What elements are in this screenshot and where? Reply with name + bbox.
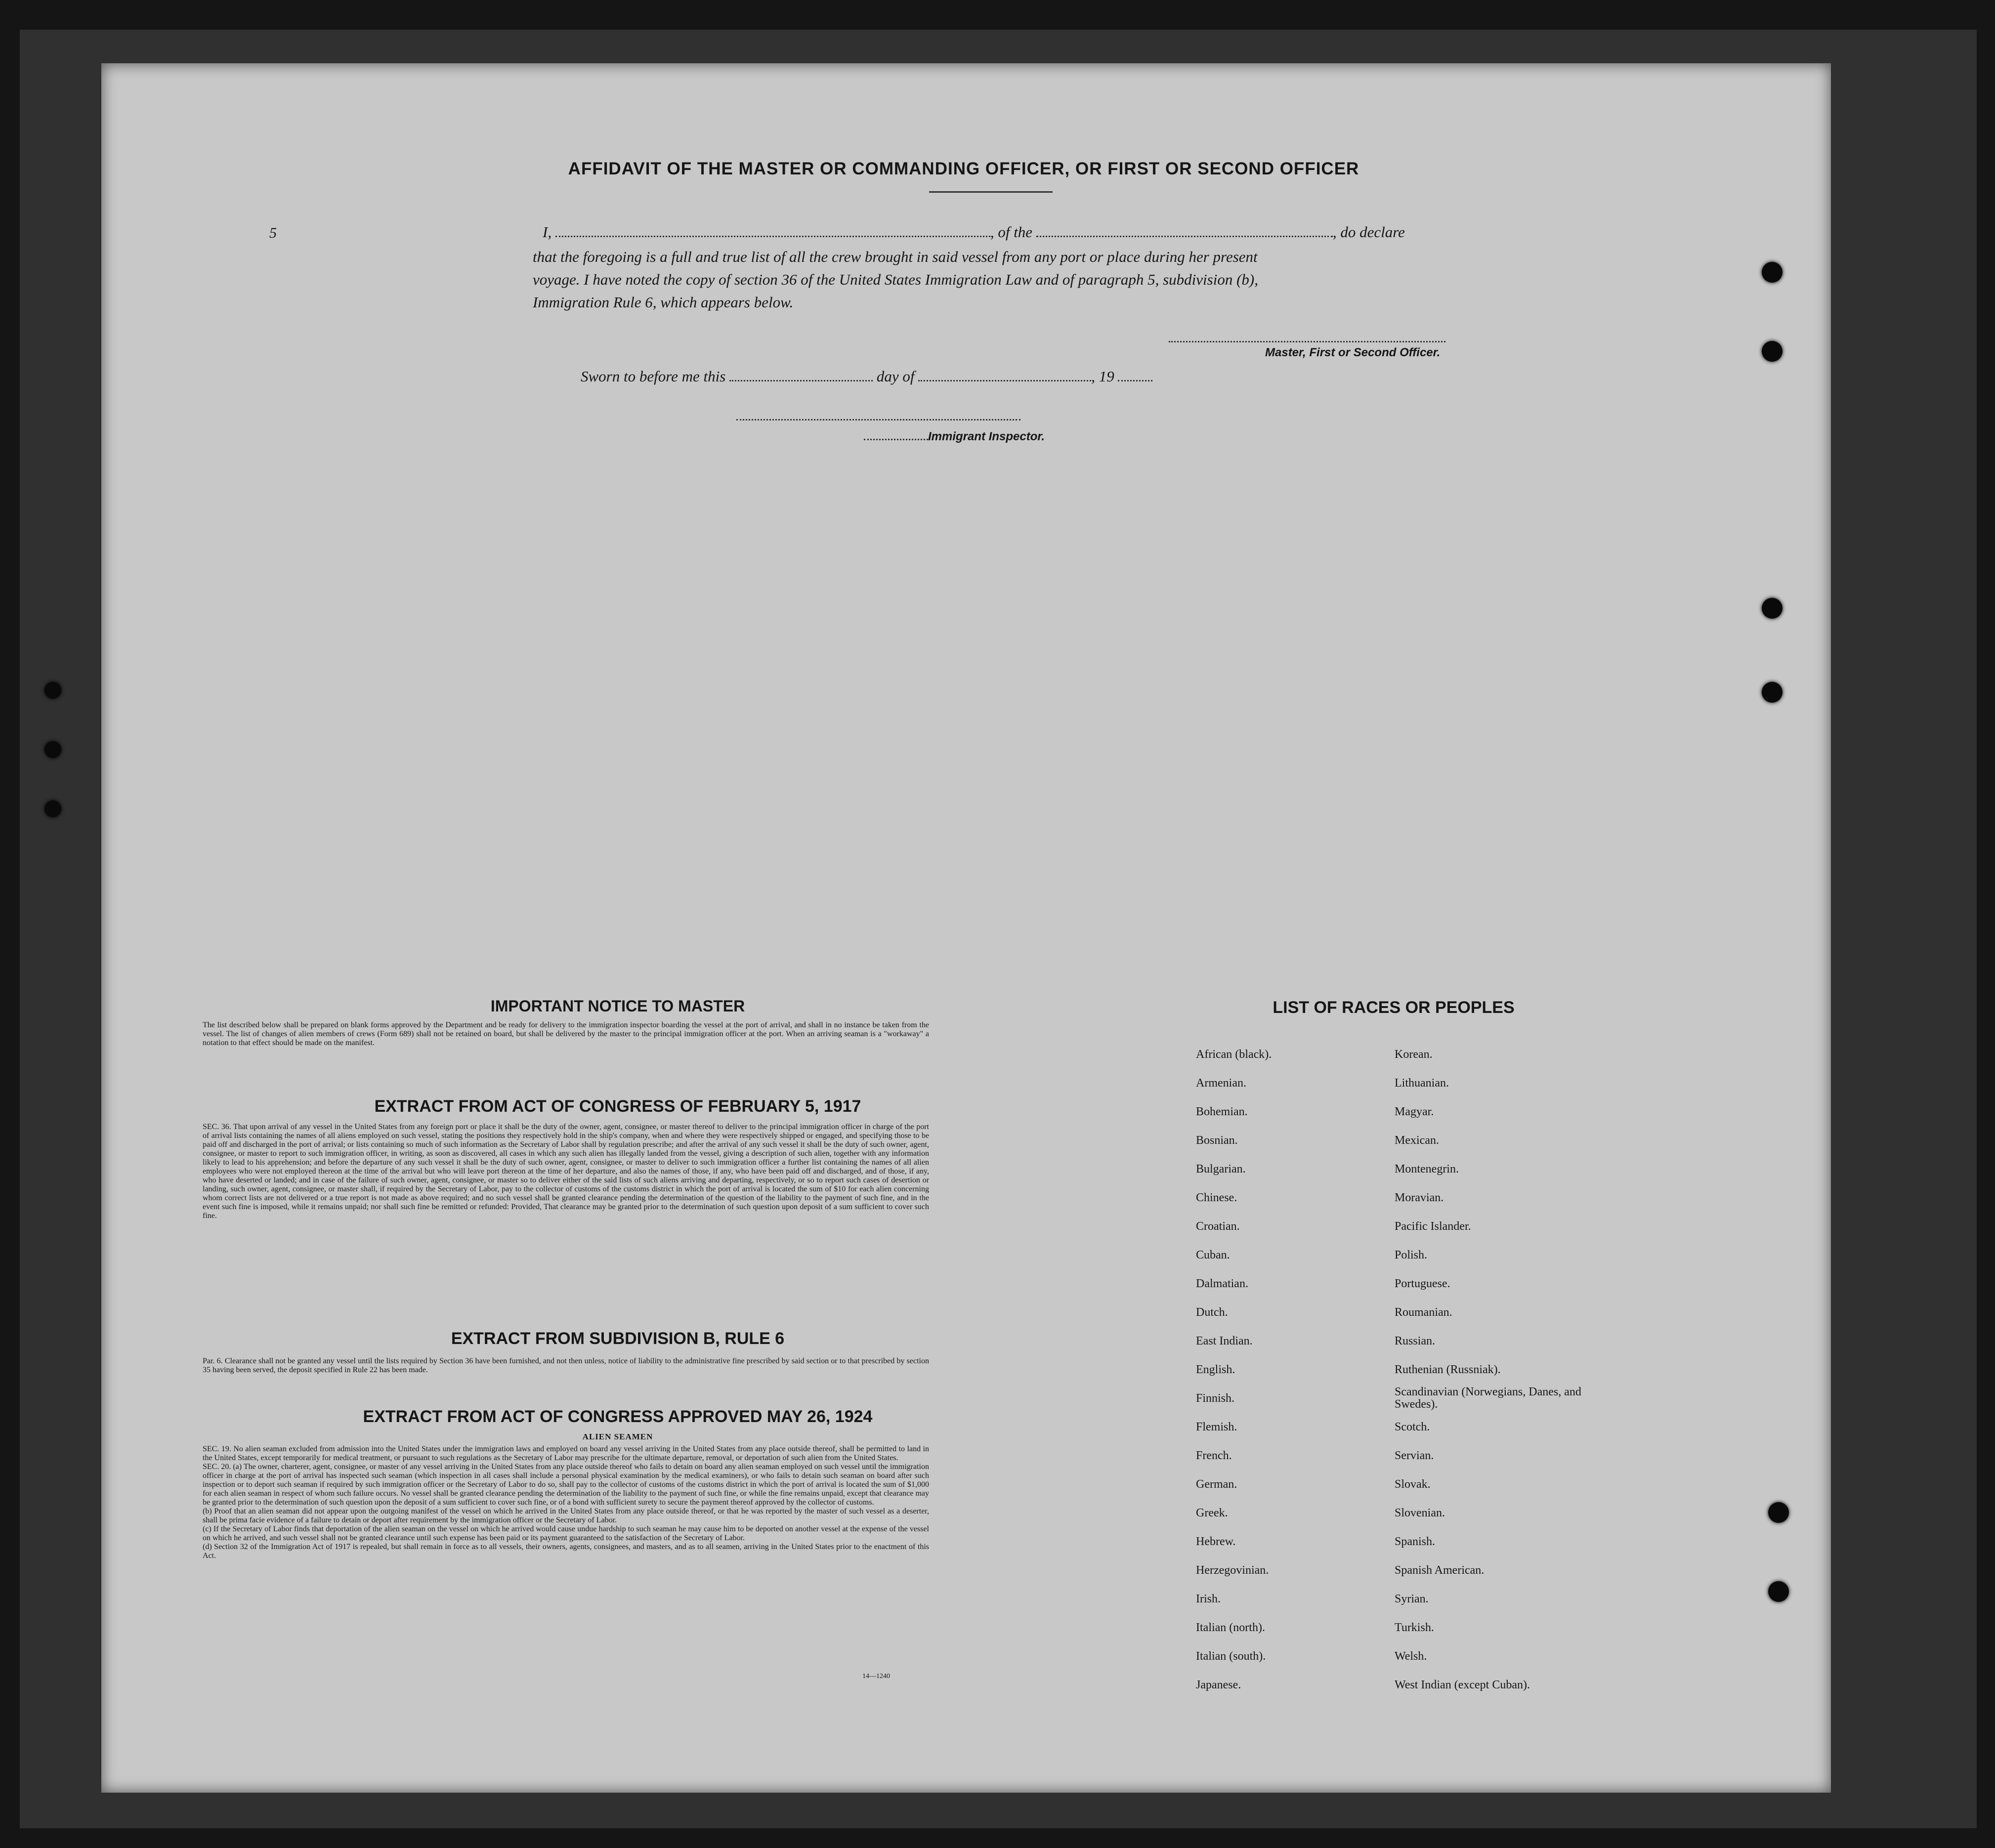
- affidavit-line-2: that the foregoing is a full and true list of all the crew brought in said vessel from any port or place during her present: [533, 248, 1258, 265]
- extract3-title: EXTRACT FROM ACT OF CONGRESS APPROVED MAY 26, 1924: [363, 1407, 873, 1426]
- race-item: Servian.: [1395, 1449, 1434, 1462]
- race-item: East Indian.: [1196, 1335, 1253, 1347]
- race-item: German.: [1196, 1478, 1237, 1491]
- notice-text: The list described below shall be prepared on blank forms approved by the Department and be ready for delivery to the immigration inspector boarding the vessel at the port of arrival, and shall in no instance be taken from the vessel. The list of changes of alien members of crews (Form 689) shall not be retained on board, but shall be delivered by the master to the principal immigration officer at the port. When an arriving seaman is a "workaway" a notation to that effect should be made on the manifest.: [203, 1021, 929, 1047]
- race-item: Slovenian.: [1395, 1507, 1445, 1519]
- race-item: Scotch.: [1395, 1421, 1430, 1433]
- extract3-sec19: SEC. 19. No alien seaman excluded from admission into the United States under the immigration laws and employed on board any vessel arriving in the United States from any place outside thereof, shall be permitted to land in the United States, except temporarily for medical treatment, or pursuant to such regulations as the Secretary of Labor may prescribe for the ultimate departure, removal, or deportation of such alien from the United States.: [203, 1445, 929, 1462]
- binder-hole: [44, 682, 61, 699]
- race-item: Japanese.: [1196, 1679, 1241, 1691]
- sworn-text-c: , 19: [1091, 368, 1114, 385]
- race-item: Spanish.: [1395, 1535, 1436, 1548]
- vessel-name-field[interactable]: [1036, 236, 1333, 237]
- extract2-title: EXTRACT FROM SUBDIVISION B, RULE 6: [451, 1329, 785, 1348]
- races-column-2: [1395, 1040, 1602, 1699]
- race-item: Greek.: [1196, 1507, 1228, 1519]
- extract1-title: EXTRACT FROM ACT OF CONGRESS OF FEBRUARY 5, 1917: [374, 1097, 861, 1116]
- race-item: Italian (south).: [1196, 1650, 1266, 1663]
- race-item: Ruthenian (Russniak).: [1395, 1363, 1501, 1376]
- race-item: Moravian.: [1395, 1191, 1444, 1204]
- race-item: Mexican.: [1395, 1134, 1439, 1147]
- binder-hole: [44, 741, 61, 758]
- binder-hole: [1762, 682, 1783, 703]
- race-item: Flemish.: [1196, 1421, 1237, 1433]
- race-item: Cuban.: [1196, 1249, 1230, 1261]
- binder-hole: [1762, 598, 1783, 619]
- binder-hole: [1768, 1581, 1789, 1602]
- race-item: Roumanian.: [1395, 1306, 1452, 1319]
- sworn-month-field[interactable]: [918, 380, 1091, 381]
- race-item: Dutch.: [1196, 1306, 1228, 1319]
- affidavit-line-1c: , do declare: [1332, 223, 1405, 241]
- binder-hole: [1762, 262, 1783, 283]
- binder-hole: [1768, 1502, 1789, 1523]
- sworn-text-b: day of: [876, 368, 915, 385]
- affidavit-line-1b: , of the: [990, 223, 1033, 241]
- race-item: Chinese.: [1196, 1191, 1237, 1204]
- extract3-sec20b: (b) Proof that an alien seaman did not appear upon the outgoing manifest of the vessel on which he arrived in the United States from any place outside thereof, or that he was reported by the master of such vessel as a deserter, shall be prima facie evidence of a failure to detain or deport after requirement by the immigration officer or the Secretary of Labor.: [203, 1507, 929, 1524]
- race-item: Herzegovinian.: [1196, 1564, 1269, 1577]
- race-item: French.: [1196, 1449, 1232, 1462]
- sworn-day-field[interactable]: [729, 380, 873, 381]
- race-item: Hebrew.: [1196, 1535, 1236, 1548]
- races-column-1: [1196, 1040, 1384, 1699]
- signature-caption: Master, First or Second Officer.: [1265, 346, 1441, 359]
- affidavit-line-4: Immigration Rule 6, which appears below.: [533, 294, 794, 311]
- extract1-text: SEC. 36. That upon arrival of any vessel in the United States from any foreign port or place it shall be the duty of the owner, agent, consignee, or master thereof to deliver to the principal immigration officer in charge of the port of arrival lists containing the names of all aliens employed on such vessel, stating the positions they respectively hold in the ship's company, when and where they were respectively shipped or engaged, and specifying those to be paid off and discharged in the port of arrival; or lists containing so much of such information as the Secretary of Labor shall by regulation prescribe; and after the arrival of any such vessel it shall be the duty of such owner, agent, consignee, or master to report to such immigration officer, in writing, as soon as discovered, all cases in which any such alien has illegally landed from the vessel, giving a description of such alien, together with any information likely to lead to his apprehension; and before the departure of any such vessel it shall be the duty of such owner, agent, consignee, or master to deliver to such immigration officer a further list containing the names of all alien employees who were not employed thereon at the time of the arrival but who will leave port thereon at the time of her departure, and also the names of those, if any, who have been paid off and discharged, and of those, if any, who have deserted or landed; and in case of the failure of such owner, agent, consignee, or master so to deliver either of the said lists of such aliens arriving and departing, respectively, or so to report such cases of desertion or landing, such owner, agent, consignee, or master shall, if required by the Secretary of Labor, pay to the collector of customs of the customs district in which the port of arrival is located the sum of $10 for each alien concerning whom correct lists are not delivered or a true report is not made as above required; and no such vessel shall be granted clearance pending the determination of the question of the liability to the payment of such fine, and in the event such fine is imposed, while it remains unpaid; nor shall such fine be remitted or refunded: Provided, That clearance may be granted prior to the determination of such question upon deposit of a sum sufficient to cover such fine.: [203, 1123, 929, 1220]
- race-item: Slovak.: [1395, 1478, 1431, 1491]
- master-name-field[interactable]: [555, 236, 990, 237]
- race-item: Polish.: [1395, 1249, 1428, 1261]
- margin-mark: 5: [269, 225, 277, 241]
- extract3-subtitle: ALIEN SEAMEN: [582, 1432, 653, 1441]
- inspector-caption-text: Immigrant Inspector.: [928, 430, 1045, 443]
- race-item: Welsh.: [1395, 1650, 1427, 1663]
- affidavit-line-1a: I,: [543, 223, 552, 241]
- race-item: Russian.: [1395, 1335, 1436, 1347]
- race-item: African (black).: [1196, 1048, 1272, 1061]
- race-item: Syrian.: [1395, 1593, 1429, 1605]
- race-item: Irish.: [1196, 1593, 1221, 1605]
- signature-line[interactable]: [1169, 341, 1445, 342]
- inspector-caption: [864, 430, 1045, 444]
- binder-hole: [1762, 341, 1783, 362]
- race-item: Bulgarian.: [1196, 1163, 1246, 1176]
- race-item: Turkish.: [1395, 1621, 1434, 1634]
- sworn-line: [581, 368, 1152, 385]
- affidavit-line-1: [543, 223, 1405, 241]
- race-item: Italian (north).: [1196, 1621, 1265, 1634]
- form-number: 14—1240: [862, 1673, 890, 1680]
- sworn-year-field[interactable]: [1118, 380, 1152, 381]
- race-item: Magyar.: [1395, 1105, 1434, 1118]
- race-item: Finnish.: [1196, 1392, 1235, 1405]
- extract3-body: [203, 1445, 929, 1560]
- race-item: Armenian.: [1196, 1077, 1246, 1090]
- extract2-text: Par. 6. Clearance shall not be granted any vessel until the lists required by Section 36 have been furnished, and not then unless, notice of liability to the administrative fine prescribed by said section or to that prescribed by section 35 having been served, the deposit specified in Rule 22 has been made.: [203, 1357, 929, 1374]
- sworn-text-a: Sworn to before me this: [581, 368, 726, 385]
- race-item: Croatian.: [1196, 1220, 1240, 1233]
- race-item: Portuguese.: [1395, 1277, 1450, 1290]
- race-item: Scandinavian (Norwegians, Danes, and Swedes).: [1395, 1386, 1581, 1411]
- race-item: English.: [1196, 1363, 1235, 1376]
- race-item: Bohemian.: [1196, 1105, 1248, 1118]
- race-item: Spanish American.: [1395, 1564, 1485, 1577]
- race-item: West Indian (except Cuban).: [1395, 1679, 1530, 1691]
- binder-hole: [44, 800, 61, 817]
- title-rule: [929, 191, 1053, 193]
- extract3-sec20c: (c) If the Secretary of Labor finds that deportation of the alien seaman on the vessel on which he arrived would cause undue hardship to such seaman he may cause him to be deported on another vessel at the expense of the vessel on which he arrived, and such vessel shall not be granted clearance until such expense has been paid or its payment guaranteed to the satisfaction of the Secretary of Labor.: [203, 1525, 929, 1542]
- race-item: Korean.: [1395, 1048, 1433, 1061]
- race-item: Dalmatian.: [1196, 1277, 1248, 1290]
- notice-title: IMPORTANT NOTICE TO MASTER: [490, 997, 745, 1015]
- extract3-sec20a: SEC. 20. (a) The owner, charterer, agent, consignee, or master of any vessel arriving in the United States from any place outside thereof who fails to detain on board any alien seaman employed on such vessel until the immigration officer in charge at the port of arrival has inspected such seaman (which inspection in all cases shall include a personal physical examination by the medical examiners), or who fails to detain such seaman on board after such inspection or to deport such seaman if required by such immigration officer or the Secretary of Labor to do so, shall pay to the collector of customs of the customs district in which the port of arrival is located the sum of $1,000 for each alien seaman in respect of whom such failure occurs. No vessel shall be granted clearance pending the determination of the liability to the payment of such fine, or while the fine remains unpaid, except that clearance may be granted prior to the determination of such question upon the deposit of a sum sufficient to cover such fine, or of a bond with sufficient surety to secure the payment thereof approved by the collector of customs.: [203, 1463, 929, 1507]
- race-item: Bosnian.: [1196, 1134, 1238, 1147]
- race-item: Pacific Islander.: [1395, 1220, 1471, 1233]
- races-title: LIST OF RACES OR PEOPLES: [1273, 998, 1515, 1017]
- affidavit-line-3: voyage. I have noted the copy of section 36 of the United States Immigration Law and of paragraph 5, subdivision (b),: [533, 271, 1258, 288]
- extract3-sec20d: (d) Section 32 of the Immigration Act of 1917 is repealed, but shall remain in force as to all vessels, their owners, agents, consignees, and masters, and as to all seamen, arriving in the United States prior to the enactment of this Act.: [203, 1543, 929, 1560]
- inspector-signature-line[interactable]: [736, 419, 1020, 420]
- race-item: Lithuanian.: [1395, 1077, 1449, 1090]
- race-item: Montenegrin.: [1395, 1163, 1459, 1176]
- affidavit-title: AFFIDAVIT OF THE MASTER OR COMMANDING OFFICER, OR FIRST OR SECOND OFFICER: [568, 159, 1359, 178]
